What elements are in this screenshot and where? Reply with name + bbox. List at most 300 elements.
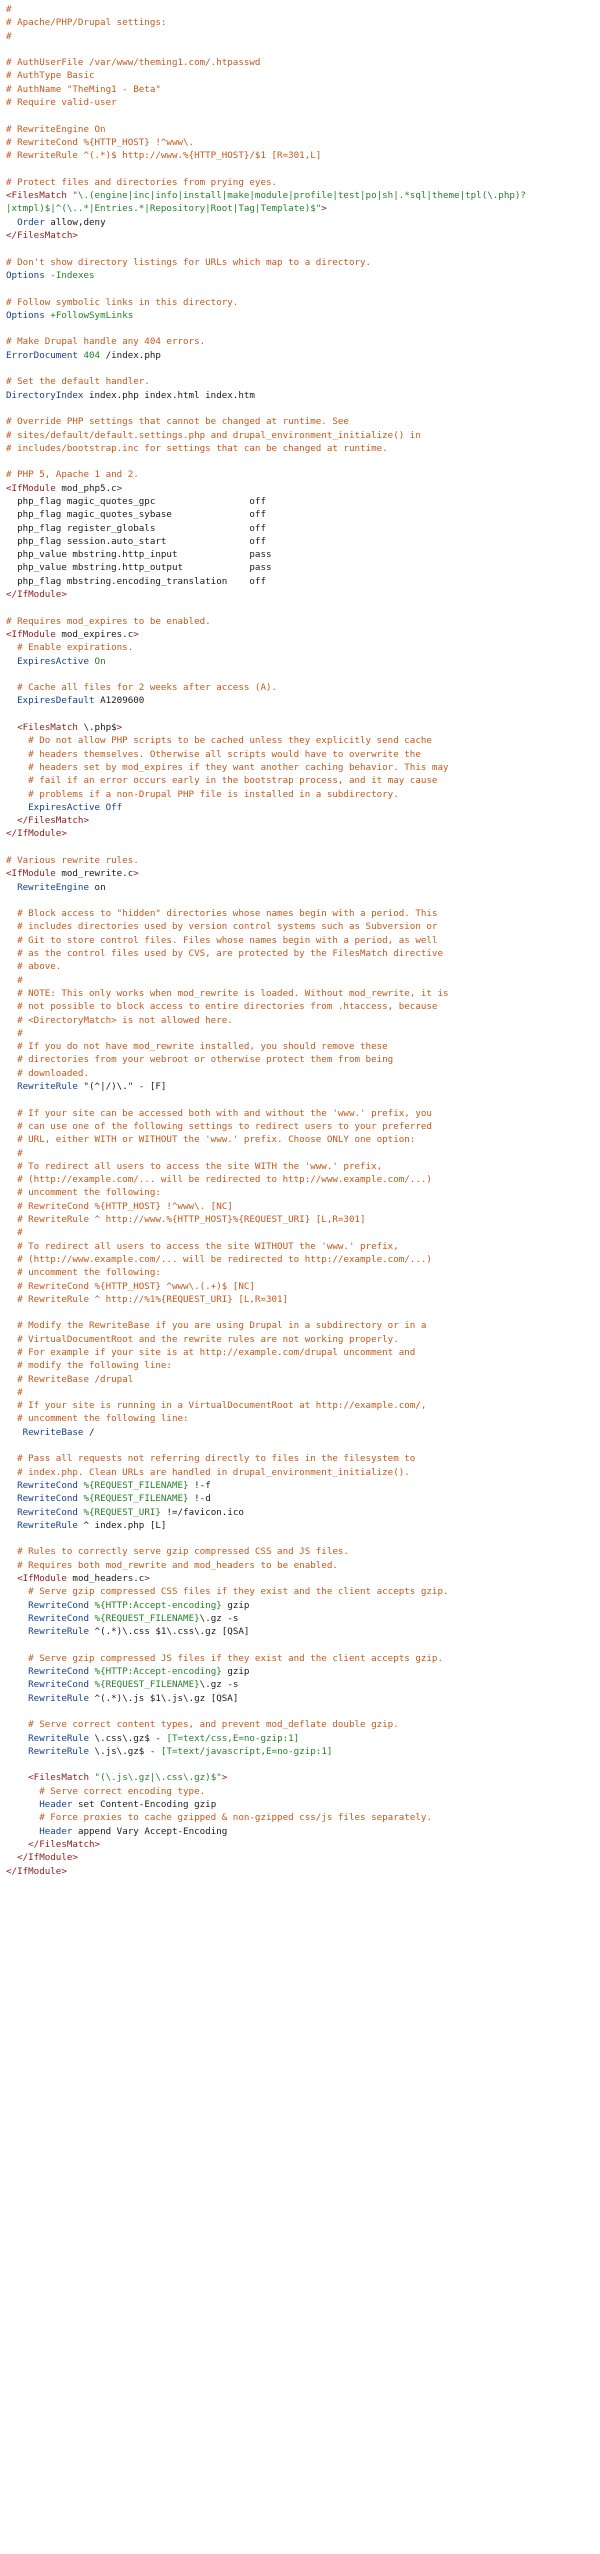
code-line: [6, 482, 600, 495]
code-line: [6, 734, 600, 747]
code-line: [6, 1678, 600, 1691]
code-line: [6, 668, 600, 681]
code-token-comment: # Require valid-user: [6, 97, 117, 109]
code-token-comment: # sites/default/default.settings.php and drupal_environment_initialize() in: [6, 429, 421, 441]
code-token-comment: # uncomment the following:: [6, 1267, 161, 1279]
code-token-comment: # Block access to "hidden" directories whose names begin with a period. This: [6, 908, 438, 920]
code-token-plain-text: gzip: [221, 1666, 250, 1678]
code-line: [6, 216, 600, 229]
code-token-comment: # If you do not have mod_rewrite installed, you should remove these: [6, 1041, 388, 1053]
code-line: [6, 867, 600, 880]
code-token-directive: RewriteBase: [22, 1426, 84, 1438]
code-token-comment: # AuthName "TheMing1 - Beta": [6, 83, 161, 95]
code-token-plain-text: !-f: [188, 1479, 211, 1491]
code-line: [6, 1226, 600, 1239]
code-token-plain-text: [6, 1493, 17, 1504]
code-line: [6, 1186, 600, 1199]
code-token-comment: # RewriteRule ^ http://www.%{HTTP_HOST}%{REQUEST_URI} [L,R=301]: [6, 1214, 366, 1226]
code-line: [6, 1160, 600, 1173]
code-token-value: [T=text/javascript,E=no-gzip:1]: [160, 1745, 333, 1757]
code-token-comment: # downloaded.: [6, 1067, 89, 1079]
code-token-comment: # Serve gzip compressed CSS files if they exist and the client accepts gzip.: [6, 1586, 449, 1598]
code-token-directive: Order: [17, 216, 45, 228]
code-line: [6, 256, 600, 269]
code-line: [6, 1732, 600, 1745]
code-line: [6, 1665, 600, 1678]
code-token-plain-text: [6, 1693, 28, 1704]
code-line: [6, 189, 600, 202]
code-token-comment: # For example if your site is at http://example.com/drupal uncomment and: [6, 1346, 416, 1358]
code-token-comment: #: [6, 1386, 23, 1398]
code-line: [6, 1439, 600, 1452]
code-token-comment: # Set the default handler.: [6, 376, 150, 388]
code-token-plain-text: [6, 802, 28, 813]
code-token-comment: #: [6, 1147, 23, 1159]
code-token-comment: # Force proxies to cache gzipped & non-gzipped css/js files separately.: [6, 1812, 432, 1824]
code-line: [6, 788, 600, 801]
code-token-directive: RewriteRule: [28, 1745, 89, 1757]
code-line: [6, 1599, 600, 1612]
code-token-plain-text: php_flag mbstring.encoding_translation off: [6, 575, 266, 587]
code-token-plain-text: "(^|/)\." - [F]: [77, 1081, 167, 1093]
code-token-comment: # If your site is running in a VirtualDocumentRoot at http://example.com/,: [6, 1400, 427, 1412]
code-token-plain-text: [6, 1081, 17, 1092]
code-line: [6, 16, 600, 29]
code-line: [6, 1280, 600, 1293]
code-line: [6, 389, 600, 402]
code-token-plain-text: [6, 1733, 28, 1744]
code-token-directive: RewriteRule: [28, 1626, 89, 1638]
code-token-directive: DirectoryIndex: [6, 389, 84, 401]
code-token-comment: # above.: [6, 961, 62, 973]
code-line: [6, 1718, 600, 1731]
code-token-value: %{HTTP:Accept-encoding}: [94, 1666, 222, 1678]
code-line: [6, 655, 600, 668]
code-line: [6, 335, 600, 348]
code-line: [6, 827, 600, 840]
code-line: [6, 1080, 600, 1093]
code-token-plain-text: index.php index.html index.htm: [83, 389, 255, 401]
code-line: [6, 1319, 600, 1332]
code-token-comment: # RewriteCond %{HTTP_HOST} ^www\.(.+)$ [NC]: [6, 1280, 255, 1292]
code-token-comment: # fail if an error occurs early in the bootstrap process, and it may cause: [6, 775, 438, 787]
code-line: [6, 535, 600, 548]
code-token-tag: <FilesMatch: [17, 722, 78, 734]
code-line: [6, 854, 600, 867]
code-line: [6, 1000, 600, 1013]
code-token-directive: RewriteCond: [17, 1479, 78, 1491]
code-line: [6, 681, 600, 694]
code-line: [6, 296, 600, 309]
code-token-directive: RewriteEngine: [17, 881, 89, 893]
code-token-tag: </FilesMatch>: [6, 230, 78, 242]
code-token-tag: </FilesMatch>: [17, 815, 89, 827]
code-line: [6, 1745, 600, 1758]
code-line: [6, 575, 600, 588]
code-token-comment: # (http://example.com/... will be redirected to http://www.example.com/...): [6, 1174, 432, 1186]
code-token-comment: # To redirect all users to access the site WITH the 'www.' prefix,: [6, 1160, 383, 1172]
code-line: [6, 1851, 600, 1864]
code-token-plain-text: [6, 1799, 39, 1810]
code-line: [6, 1346, 600, 1359]
code-token-comment: # RewriteCond %{HTTP_HOST} !^www\. [NC]: [6, 1200, 233, 1212]
code-line: [6, 149, 600, 162]
code-line: [6, 641, 600, 654]
code-line: [6, 1173, 600, 1186]
code-token-comment: # PHP 5, Apache 1 and 2.: [6, 469, 139, 481]
code-line: [6, 1147, 600, 1160]
code-token-comment: # uncomment the following:: [6, 1187, 161, 1199]
code-line: [6, 349, 600, 362]
code-token-comment: #: [6, 30, 12, 42]
code-line: [6, 1213, 600, 1226]
code-line: [6, 1865, 600, 1878]
code-line: [6, 1240, 600, 1253]
code-token-directive: Header: [39, 1799, 73, 1811]
code-line: [6, 1200, 600, 1213]
code-token-comment: # Rules to correctly serve gzip compressed CSS and JS files.: [6, 1546, 349, 1558]
code-line: [6, 522, 600, 535]
code-token-plain-text: php_flag magic_quotes_gpc off: [6, 495, 266, 507]
code-line: [6, 362, 600, 375]
code-line: [6, 841, 600, 854]
code-token-comment: #: [6, 974, 23, 986]
code-line: [6, 1027, 600, 1040]
code-token-directive: RewriteCond: [28, 1612, 89, 1624]
code-line: [6, 694, 600, 707]
code-token-directive: Options: [6, 269, 45, 281]
code-token-comment: # NOTE: This only works when mod_rewrite is loaded. Without mod_rewrite, it is: [6, 987, 449, 999]
code-token-comment: # not possible to block access to entire directories from .htaccess, because: [6, 1001, 438, 1013]
code-token-comment: # modify the following line:: [6, 1360, 172, 1372]
code-token-comment: #: [6, 4, 12, 15]
code-token-plain-text: [6, 1613, 28, 1624]
code-line: [6, 748, 600, 761]
code-line: [6, 468, 600, 481]
code-token-plain-text: A1209600: [94, 695, 145, 707]
code-line: [6, 588, 600, 601]
code-token-directive: ExpiresActive: [28, 801, 101, 813]
code-token-tag: <IfModule: [6, 628, 56, 640]
code-token-tag: >: [321, 203, 327, 215]
code-token-comment: # Various rewrite rules.: [6, 855, 139, 866]
code-token-comment: # headers themselves. Otherwise all scripts would have to overwrite the: [6, 748, 421, 760]
code-token-tag: <FilesMatch: [6, 190, 73, 202]
code-token-comment: # Requires mod_expires to be enabled.: [6, 615, 211, 627]
code-token-value: %{REQUEST_FILENAME}: [94, 1679, 200, 1691]
code-line: [6, 1612, 600, 1625]
code-token-plain-text: set Content-Encoding gzip: [72, 1799, 217, 1811]
code-line: [6, 1811, 600, 1824]
code-line: [6, 615, 600, 628]
code-token-tag: >: [116, 482, 123, 494]
code-line: [6, 136, 600, 149]
code-token-comment: # headers set by mod_expires if they want another caching behavior. This may: [6, 761, 449, 773]
code-token-comment: # as the control files used by CVS, are protected by the FilesMatch directive: [6, 948, 443, 960]
code-token-tag: <FilesMatch: [28, 1772, 89, 1784]
code-token-plain-text: /index.php: [100, 349, 161, 361]
code-line: [6, 415, 600, 428]
code-token-value: +FollowSymLinks: [50, 309, 134, 321]
code-line: [6, 1040, 600, 1053]
code-token-comment: # Serve gzip compressed JS files if they exist and the client accepts gzip.: [6, 1652, 443, 1664]
code-line: [6, 721, 600, 734]
code-line: [6, 881, 600, 894]
code-token-comment: # <DirectoryMatch> is not allowed here.: [6, 1014, 233, 1026]
code-line: [6, 1399, 600, 1412]
code-token-tag: >: [144, 1573, 150, 1585]
code-line: [6, 1266, 600, 1279]
code-token-comment: # directories from your webroot or otherwise protect them from being: [6, 1054, 394, 1066]
code-line: [6, 1133, 600, 1146]
code-token-plain-text: !=/favicon.ico: [160, 1506, 244, 1518]
code-line: [6, 1120, 600, 1133]
code-line: [6, 1532, 600, 1545]
code-token-comment: # (http://www.example.com/... will be redirected to http://example.com/...): [6, 1253, 432, 1265]
code-line: [6, 1293, 600, 1306]
code-token-value: 404: [83, 349, 101, 361]
code-line: [6, 1692, 600, 1705]
code-token-directive: Header: [39, 1825, 73, 1837]
code-token-plain-text: ^(.*)\.css $1\.css\.gz [QSA]: [89, 1626, 250, 1638]
code-token-value: %{REQUEST_FILENAME}: [83, 1493, 189, 1505]
code-token-plain-text: \.css\.gz$ -: [89, 1732, 167, 1744]
code-token-plain-text: php_flag magic_quotes_sybase off: [6, 509, 266, 521]
code-token-comment: # Enable expirations.: [6, 642, 134, 654]
code-token-comment: # problems if a non-Drupal PHP file is installed in a subdirectory.: [6, 788, 399, 800]
code-token-plain-text: [6, 695, 17, 706]
code-line: [6, 601, 600, 614]
code-token-directive: RewriteRule: [28, 1692, 89, 1704]
code-token-plain-text: /: [83, 1426, 95, 1438]
code-token-plain-text: mod_expires.c: [55, 628, 134, 640]
code-token-comment: # If your site can be accessed both with and without the 'www.' prefix, you: [6, 1107, 432, 1119]
code-token-value: "(\.js\.gz|\.css\.gz)$": [94, 1772, 222, 1784]
code-token-comment: # Override PHP settings that cannot be changed at runtime. See: [6, 416, 349, 428]
code-line: [6, 761, 600, 774]
code-token-tag: </IfModule>: [6, 589, 67, 601]
code-line: [6, 1545, 600, 1558]
code-token-plain-text: [6, 1746, 28, 1757]
code-line: [6, 1386, 600, 1399]
code-token-directive: ErrorDocument: [6, 349, 78, 361]
code-token-comment: # Serve correct content types, and prevent mod_deflate double gzip.: [6, 1719, 399, 1731]
code-token-plain-text: \.gz -s: [199, 1612, 239, 1624]
code-token-comment: # Modify the RewriteBase if you are using Drupal in a subdirectory or in a: [6, 1320, 427, 1332]
code-token-value: On: [94, 655, 106, 667]
code-line: [6, 1572, 600, 1585]
code-token-directive: RewriteCond: [28, 1679, 89, 1691]
code-token-comment: # Serve correct encoding type.: [6, 1785, 206, 1797]
code-line: [6, 1479, 600, 1492]
code-token-plain-text: php_value mbstring.http_input pass: [6, 549, 272, 561]
code-token-plain-text: [6, 1427, 23, 1438]
code-line: [6, 628, 600, 641]
code-token-comment: # Git to store control files. Files whose names begin with a period, as well: [6, 934, 438, 946]
code-token-plain-text: [6, 656, 17, 667]
code-token-value: [T=text/css,E=no-gzip:1]: [166, 1732, 300, 1744]
code-token-directive: Off: [105, 801, 123, 813]
code-token-plain-text: allow,deny: [44, 216, 106, 228]
code-token-comment: # RewriteRule ^(.*)$ http://www.%{HTTP_HOST}/$1 [R=301,L]: [6, 150, 322, 162]
code-token-plain-text: php_flag register_globals off: [6, 522, 266, 534]
code-line: [6, 322, 600, 335]
code-token-comment: # AuthType Basic: [6, 70, 95, 82]
code-token-comment: # Do not allow PHP scripts to be cached unless they explicitly send cache: [6, 735, 432, 747]
code-line: [6, 894, 600, 907]
code-token-plain-text: mod_rewrite.c: [55, 868, 134, 880]
code-line: [6, 1506, 600, 1519]
code-line: [6, 1067, 600, 1080]
code-line: [6, 3, 600, 16]
code-token-plain-text: on: [89, 881, 106, 893]
code-token-plain-text: append Vary Accept-Encoding: [72, 1825, 228, 1837]
code-token-tag: >: [133, 628, 139, 640]
code-line: [6, 814, 600, 827]
code-line: [6, 947, 600, 960]
code-token-comment: #: [6, 1227, 23, 1239]
code-token-plain-text: gzip: [221, 1599, 250, 1611]
code-token-comment: #: [6, 1027, 23, 1039]
code-token-comment: # Don't show directory listings for URLs which map to a directory.: [6, 256, 372, 268]
code-line: [6, 1359, 600, 1372]
code-line: [6, 282, 600, 295]
code-token-tag: </FilesMatch>: [28, 1838, 101, 1850]
code-line: [6, 123, 600, 136]
code-line: [6, 176, 600, 189]
code-line: [6, 561, 600, 574]
code-token-plain-text: php_flag session.auto_start off: [6, 535, 266, 547]
code-line: [6, 202, 600, 215]
code-token-comment: # To redirect all users to access the site WITHOUT the 'www.' prefix,: [6, 1240, 399, 1252]
code-token-directive: RewriteRule: [17, 1519, 78, 1531]
code-line: [6, 1107, 600, 1120]
code-token-plain-text: [6, 1679, 28, 1690]
code-token-plain-text: [6, 1852, 17, 1863]
code-token-comment: # Follow symbolic links in this directory.: [6, 296, 239, 308]
code-token-directive: RewriteCond: [17, 1493, 78, 1505]
code-line: [6, 1652, 600, 1665]
code-line: [6, 83, 600, 96]
code-line: [6, 1053, 600, 1066]
code-token-plain-text: [6, 1600, 28, 1611]
code-line: [6, 56, 600, 69]
code-line: [6, 455, 600, 468]
code-line: [6, 801, 600, 814]
code-token-comment: # URL, either WITH or WITHOUT the 'www.' prefix. Choose ONLY one option:: [6, 1134, 416, 1146]
code-line: [6, 1838, 600, 1851]
code-token-comment: # uncomment the following line:: [6, 1413, 189, 1425]
code-token-plain-text: !-d: [188, 1493, 211, 1505]
code-token-value: %{HTTP:Accept-encoding}: [94, 1599, 222, 1611]
code-token-directive: Options: [6, 309, 45, 321]
code-token-directive: ExpiresActive: [17, 655, 89, 667]
code-token-comment: # includes/bootstrap.inc for settings that can be changed at runtime.: [6, 442, 388, 454]
code-token-tag: <IfModule: [6, 482, 56, 494]
code-line: [6, 1798, 600, 1811]
code-line: [6, 1253, 600, 1266]
code-line: [6, 1771, 600, 1784]
code-line: [6, 1639, 600, 1652]
code-line: [6, 907, 600, 920]
code-line: [6, 1825, 600, 1838]
code-line: [6, 309, 600, 322]
code-line: [6, 1758, 600, 1771]
code-line: [6, 960, 600, 973]
code-token-plain-text: \.js\.gz$ -: [89, 1745, 161, 1757]
code-token-tag: >: [116, 722, 123, 734]
code-line: [6, 96, 600, 109]
code-token-plain-text: ^(.*)\.js $1\.js\.gz [QSA]: [89, 1692, 239, 1704]
code-token-directive: RewriteCond: [28, 1599, 89, 1611]
code-token-plain-text: \.php$: [77, 722, 117, 734]
code-token-comment: # AuthUserFile /var/www/theming1.com/.htpasswd: [6, 57, 261, 69]
code-line: [6, 1705, 600, 1718]
code-line: [6, 1333, 600, 1346]
code-line: [6, 30, 600, 43]
code-token-plain-text: [6, 1626, 28, 1637]
code-token-plain-text: mod_php5.c: [55, 482, 117, 494]
code-token-plain-text: [6, 1839, 28, 1850]
code-token-directive: ExpiresDefault: [17, 695, 95, 707]
code-token-plain-text: [6, 882, 17, 893]
code-line: [6, 442, 600, 455]
code-line: [6, 508, 600, 521]
code-line: [6, 1785, 600, 1798]
code-line: [6, 402, 600, 415]
code-line: [6, 1492, 600, 1505]
code-token-plain-text: [6, 1520, 17, 1531]
code-token-comment: # RewriteCond %{HTTP_HOST} !^www\.: [6, 136, 195, 148]
code-token-comment: # RewriteBase /drupal: [6, 1373, 134, 1385]
code-line: [6, 934, 600, 947]
code-token-comment: # RewriteEngine On: [6, 123, 106, 135]
code-line: [6, 1306, 600, 1319]
code-token-plain-text: [6, 217, 17, 228]
code-line: [6, 375, 600, 388]
code-line: [6, 1014, 600, 1027]
code-token-plain-text: php_value mbstring.http_output pass: [6, 562, 272, 574]
code-token-directive: RewriteRule: [17, 1081, 78, 1093]
code-line: [6, 708, 600, 721]
code-line: [6, 1466, 600, 1479]
code-token-comment: # index.php. Clean URLs are handled in drupal_environment_initialize().: [6, 1466, 410, 1478]
code-token-plain-text: [6, 1507, 17, 1518]
code-line: [6, 163, 600, 176]
code-token-plain-text: [6, 1666, 28, 1677]
code-line: [6, 1625, 600, 1638]
code-token-tag: </IfModule>: [6, 1865, 67, 1877]
code-token-value: "\.(engine|inc|info|install|make|module|profile|test|po|sh|.*sql|theme|tpl(\.php)?: [72, 190, 526, 202]
code-token-comment: # RewriteRule ^ http://%1%{REQUEST_URI} [L,R=301]: [6, 1293, 289, 1305]
code-token-value: %{REQUEST_FILENAME}: [94, 1612, 200, 1624]
code-token-comment: # can use one of the following settings to redirect users to your preferred: [6, 1120, 432, 1132]
code-line: [6, 229, 600, 242]
code-token-tag: >: [133, 868, 139, 880]
code-line: [6, 242, 600, 255]
code-line: [6, 1559, 600, 1572]
code-token-tag: </IfModule>: [6, 828, 67, 840]
code-line: [6, 109, 600, 122]
code-token-value: -Indexes: [50, 269, 95, 281]
code-token-value: %{REQUEST_FILENAME}: [83, 1479, 189, 1491]
code-token-value: |xtmpl)$|^(\..*|Entries.*|Repository|Root|Tag|Template)$": [6, 203, 322, 215]
code-token-comment: # Pass all requests not referring directly to files in the filesystem to: [6, 1453, 416, 1465]
code-token-comment: # Requires both mod_rewrite and mod_headers to be enabled.: [6, 1559, 338, 1571]
code-line: [6, 1426, 600, 1439]
code-token-plain-text: \.gz -s: [199, 1679, 239, 1691]
code-token-comment: # Apache/PHP/Drupal settings:: [6, 17, 167, 29]
